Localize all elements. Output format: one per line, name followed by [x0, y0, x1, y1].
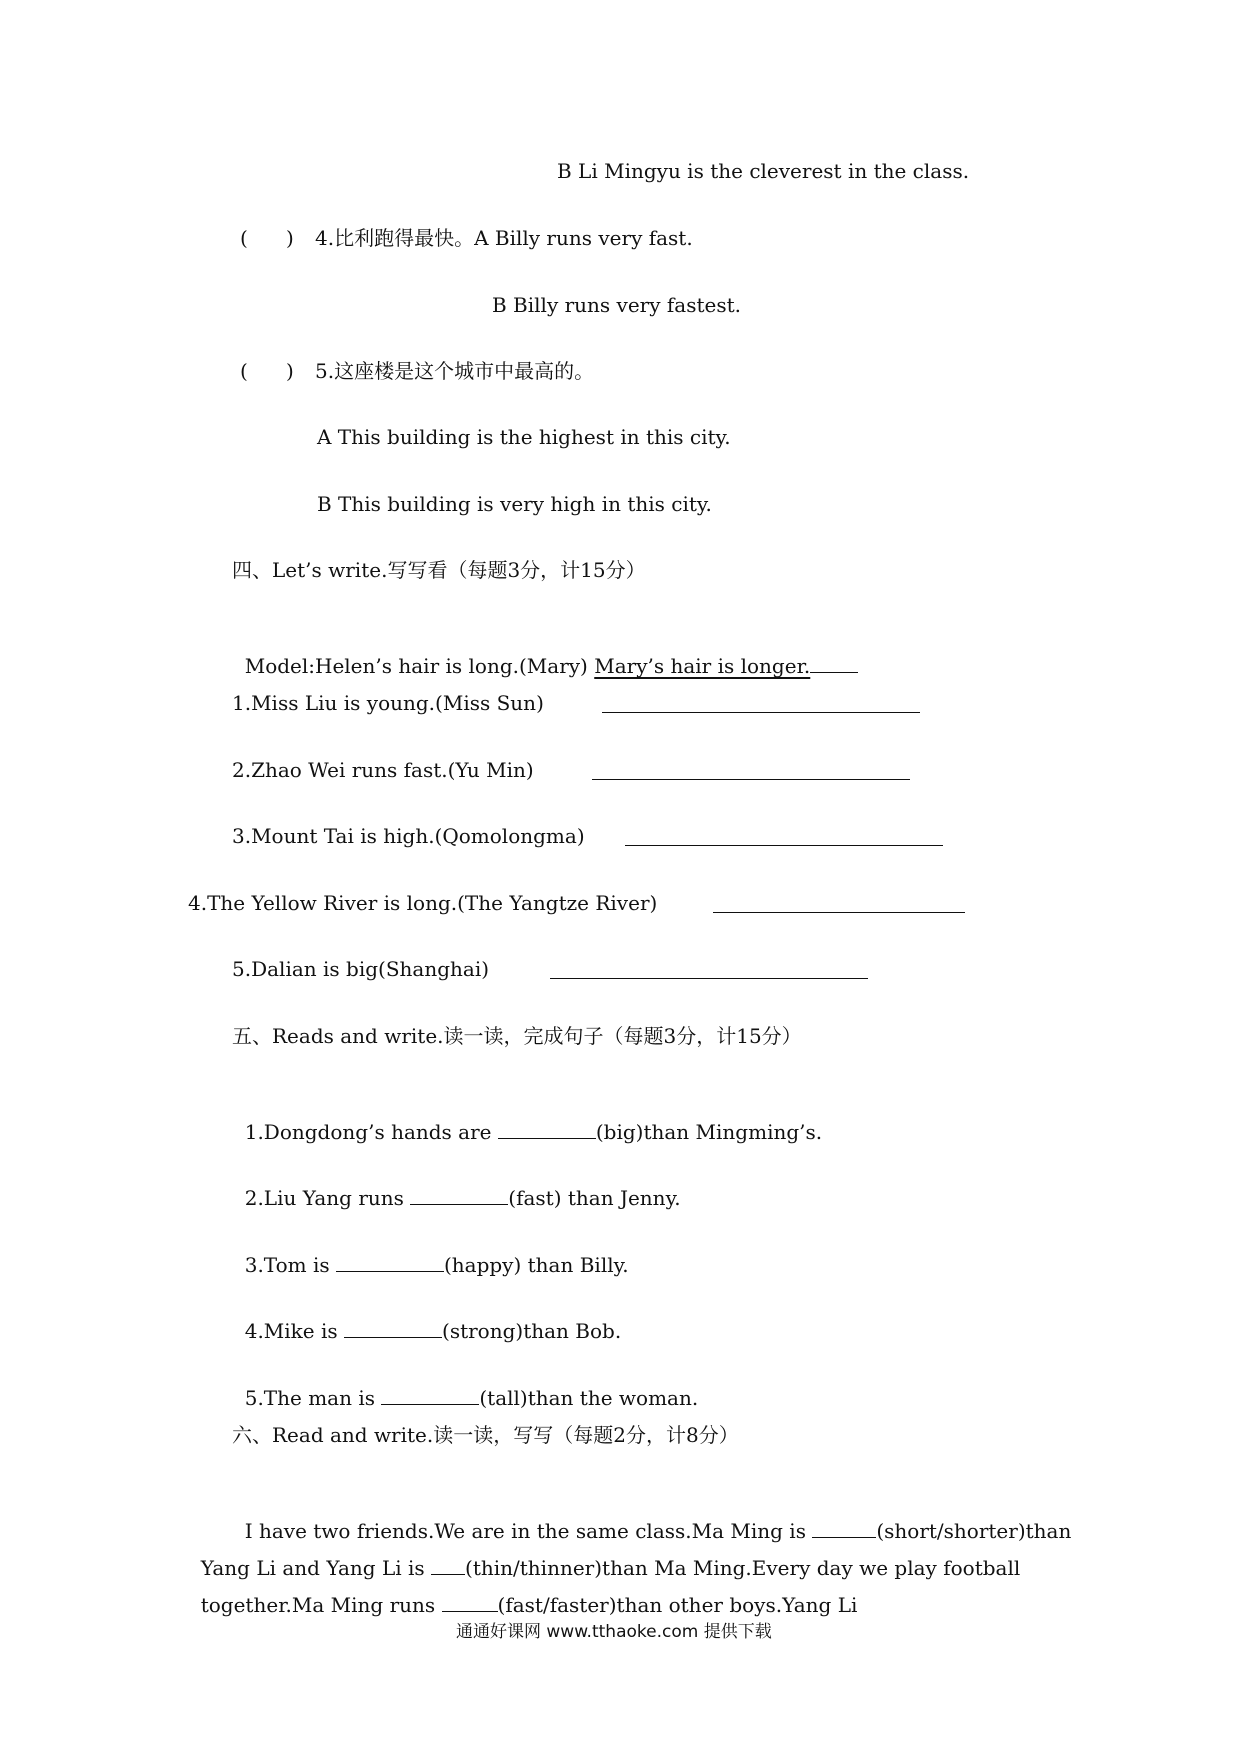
item-text-before: 5.The man is — [244, 1386, 382, 1410]
answer-blank-2[interactable] — [592, 757, 910, 780]
fill-blank[interactable] — [344, 1315, 442, 1338]
item-text-before: 4.Mike is — [244, 1319, 345, 1343]
item-text-before: 3.Tom is — [244, 1253, 336, 1277]
section4-title: 四、Let’s write.写写看（每题3分，计15分） — [232, 558, 646, 582]
model-prefix: Model:Helen’s hair is long.(Mary) — [244, 654, 595, 678]
section6-title: 六、Read and write.读一读，写写（每题2分，计8分） — [232, 1423, 739, 1447]
answer-blank-4[interactable] — [713, 890, 965, 913]
item-text-after: (tall)than the woman. — [479, 1386, 699, 1410]
section5-item-4 — [232, 1289, 621, 1344]
fill-blank[interactable] — [498, 1116, 596, 1139]
item-text-after: (strong)than Bob. — [442, 1319, 622, 1343]
section4-model — [232, 624, 858, 679]
section4-item-5: 5.Dalian is big(Shanghai) — [232, 957, 490, 981]
section4-item-3: 3.Mount Tai is high.(Qomolongma) — [232, 824, 585, 848]
q3-option-b: B Li Mingyu is the cleverest in the class. — [557, 159, 970, 183]
passage-text: (thin/thinner)than Ma Ming.Every day we play football — [465, 1556, 1021, 1580]
item-text-before: 2.Liu Yang runs — [244, 1186, 411, 1210]
item-text-after: (happy) than Billy. — [443, 1253, 629, 1277]
passage-text: Yang Li and Yang Li is — [200, 1556, 432, 1580]
section5-item-3 — [232, 1223, 629, 1278]
answer-blank-5[interactable] — [550, 956, 868, 979]
section4-item-4: 4.The Yellow River is long.(The Yangtze River) — [188, 891, 658, 915]
item-text-after: (fast) than Jenny. — [508, 1186, 681, 1210]
item-text-after: (big)than Mingming’s. — [595, 1120, 823, 1144]
q5-answer-paren[interactable]: ( ) — [240, 359, 294, 383]
section4-item-1: 1.Miss Liu is young.(Miss Sun) — [232, 691, 544, 715]
fill-blank[interactable] — [336, 1249, 444, 1272]
section5-item-2 — [232, 1156, 681, 1211]
passage-text: together.Ma Ming runs — [200, 1593, 442, 1617]
passage-text: (short/shorter)than — [876, 1519, 1072, 1543]
q5-option-a: A This building is the highest in this city. — [317, 425, 731, 449]
model-underline — [810, 650, 858, 673]
passage-blank-3[interactable] — [442, 1589, 498, 1612]
q4-answer-paren[interactable]: ( ) — [240, 226, 294, 250]
passage-text: (fast/faster)than other boys.Yang Li — [497, 1593, 858, 1617]
answer-blank-1[interactable] — [602, 690, 920, 713]
q4-stem: 4.比利跑得最快。A Billy runs very fast. — [315, 226, 693, 250]
item-text-before: 1.Dongdong’s hands are — [244, 1120, 498, 1144]
page-footer: 通通好课网 www.tthaoke.com 提供下载 — [456, 1622, 772, 1642]
q5-option-b: B This building is very high in this city. — [317, 492, 712, 516]
section5-item-5 — [232, 1356, 698, 1411]
q5-stem: 5.这座楼是这个城市中最高的。 — [315, 359, 595, 383]
q4-option-b: B Billy runs very fastest. — [492, 293, 742, 317]
answer-blank-3[interactable] — [625, 823, 943, 846]
section5-title: 五、Reads and write.读一读，完成句子（每题3分，计15分） — [232, 1024, 802, 1048]
fill-blank[interactable] — [410, 1182, 508, 1205]
passage-text: I have two friends.We are in the same class.Ma Ming is — [244, 1519, 813, 1543]
section5-item-1 — [232, 1090, 822, 1145]
passage-line-3 — [188, 1563, 857, 1618]
model-answer: Mary’s hair is longer. — [594, 654, 811, 678]
section4-item-2: 2.Zhao Wei runs fast.(Yu Min) — [232, 758, 534, 782]
fill-blank[interactable] — [381, 1382, 479, 1405]
